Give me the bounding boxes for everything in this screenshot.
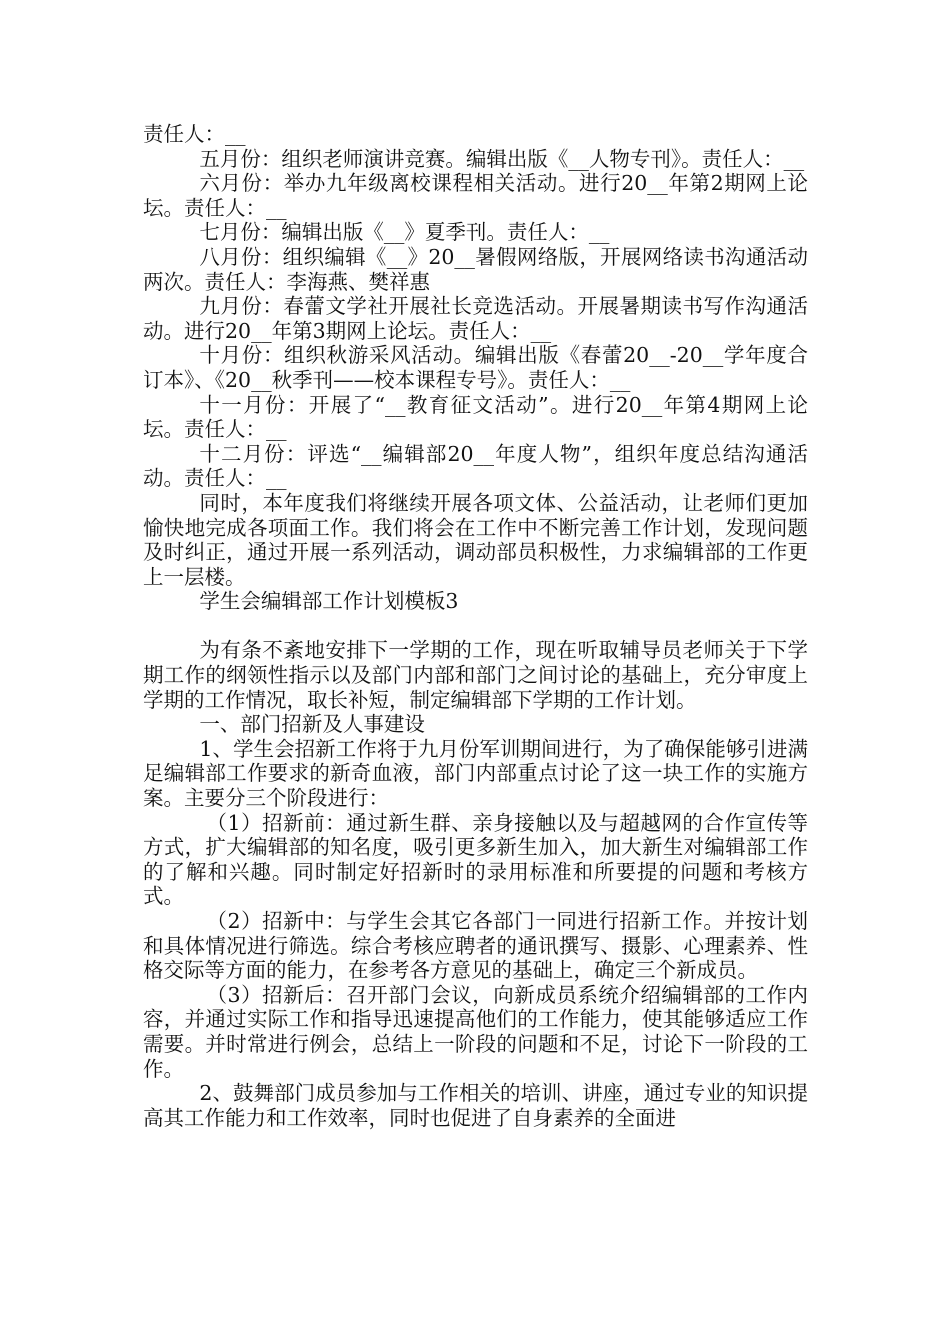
subheading-recruitment: 一、部门招新及人事建设 — [199, 712, 425, 737]
document-body — [143, 122, 808, 1130]
paragraph-october: 十月份：组织秋游采风活动。编辑出版《春蕾20__-20__学年度合订本》、《20__秋季刊——校本课程专号》。责任人：__ — [143, 343, 808, 392]
paragraph-june: 六月份：举办九年级离校课程相关活动。进行20__年第2期网上论坛。责任人：__ — [143, 171, 808, 220]
paragraph-stage-before: （1）招新前：通过新生群、亲身接触以及与超越网的合作宣传等方式，扩大编辑部的知名度，吸引更多新生加入，加大新生对编辑部工作的了解和兴趣。同时制定好招新时的录用标准和所要提的问题和考核方式。 — [143, 810, 808, 909]
paragraph-intro: 为有条不紊地安排下一学期的工作，现在听取辅导员老师关于下学期工作的纲领性指示以及部门内部和部门之间讨论的基础上，充分审度上学期的工作情况，取长补短，制定编辑部下学期的工作计划。 — [143, 638, 808, 712]
paragraph-december: 十二月份：评选“__编辑部20__年度人物”，组织年度总结沟通活动。责任人：__ — [143, 441, 808, 491]
paragraph: 责任人：__ — [143, 122, 246, 146]
section-heading: 学生会编辑部工作计划模板3 — [199, 589, 459, 614]
paragraph-stage-after: （3）招新后：召开部门会议，向新成员系统介绍编辑部的工作内容，并通过实际工作和指导迅速提高他们的工作能力，使其能够适应工作需要。并时常进行例会，总结上一阶段的问题和不足，讨论下一阶段的工作。 — [143, 982, 808, 1081]
paragraph-november: 十一月份：开展了“__教育征文活动”。进行20__年第4期网上论坛。责任人：__ — [143, 392, 808, 442]
paragraph-stage-during: （2）招新中：与学生会其它各部门一同进行招新工作。并按计划和具体情况进行筛选。综合考核应聘者的通讯撰写、摄影、心理素养、性格交际等方面的能力，在参考各方意见的基础上，确定三个新成员。 — [143, 909, 808, 983]
paragraph-september: 九月份：春蕾文学社开展社长竞选活动。开展暑期读书写作沟通活动。进行20__年第3期网上论坛。责任人：__ — [143, 294, 808, 343]
paragraph-item-2: 2、鼓舞部门成员参加与工作相关的培训、讲座，通过专业的知识提高其工作能力和工作效率，同时也促进了自身素养的全面进 — [143, 1081, 808, 1130]
paragraph-summary: 同时，本年度我们将继续开展各项文体、公益活动，让老师们更加愉快地完成各项面工作。我们将会在工作中不断完善工作计划，发现问题及时纠正，通过开展一系列活动，调动部员积极性，力求编辑部的工作更上一层楼。 — [143, 490, 808, 589]
paragraph-august: 八月份：组织编辑《__》20__暑假网络版，开展网络读书沟通活动两次。责任人：李海燕、樊祥惠 — [143, 244, 808, 294]
paragraph-may: 五月份：组织老师演讲竞赛。编辑出版《__人物专刊》。责任人：__ — [199, 146, 805, 171]
blank-line — [143, 614, 808, 639]
paragraph-july: 七月份：编辑出版《__》夏季刊。责任人：__ — [199, 220, 610, 245]
paragraph-item-1: 1、学生会招新工作将于九月份军训期间进行，为了确保能够引进满足编辑部工作要求的新奇血液，部门内部重点讨论了这一块工作的实施方案。主要分三个阶段进行： — [143, 736, 808, 811]
